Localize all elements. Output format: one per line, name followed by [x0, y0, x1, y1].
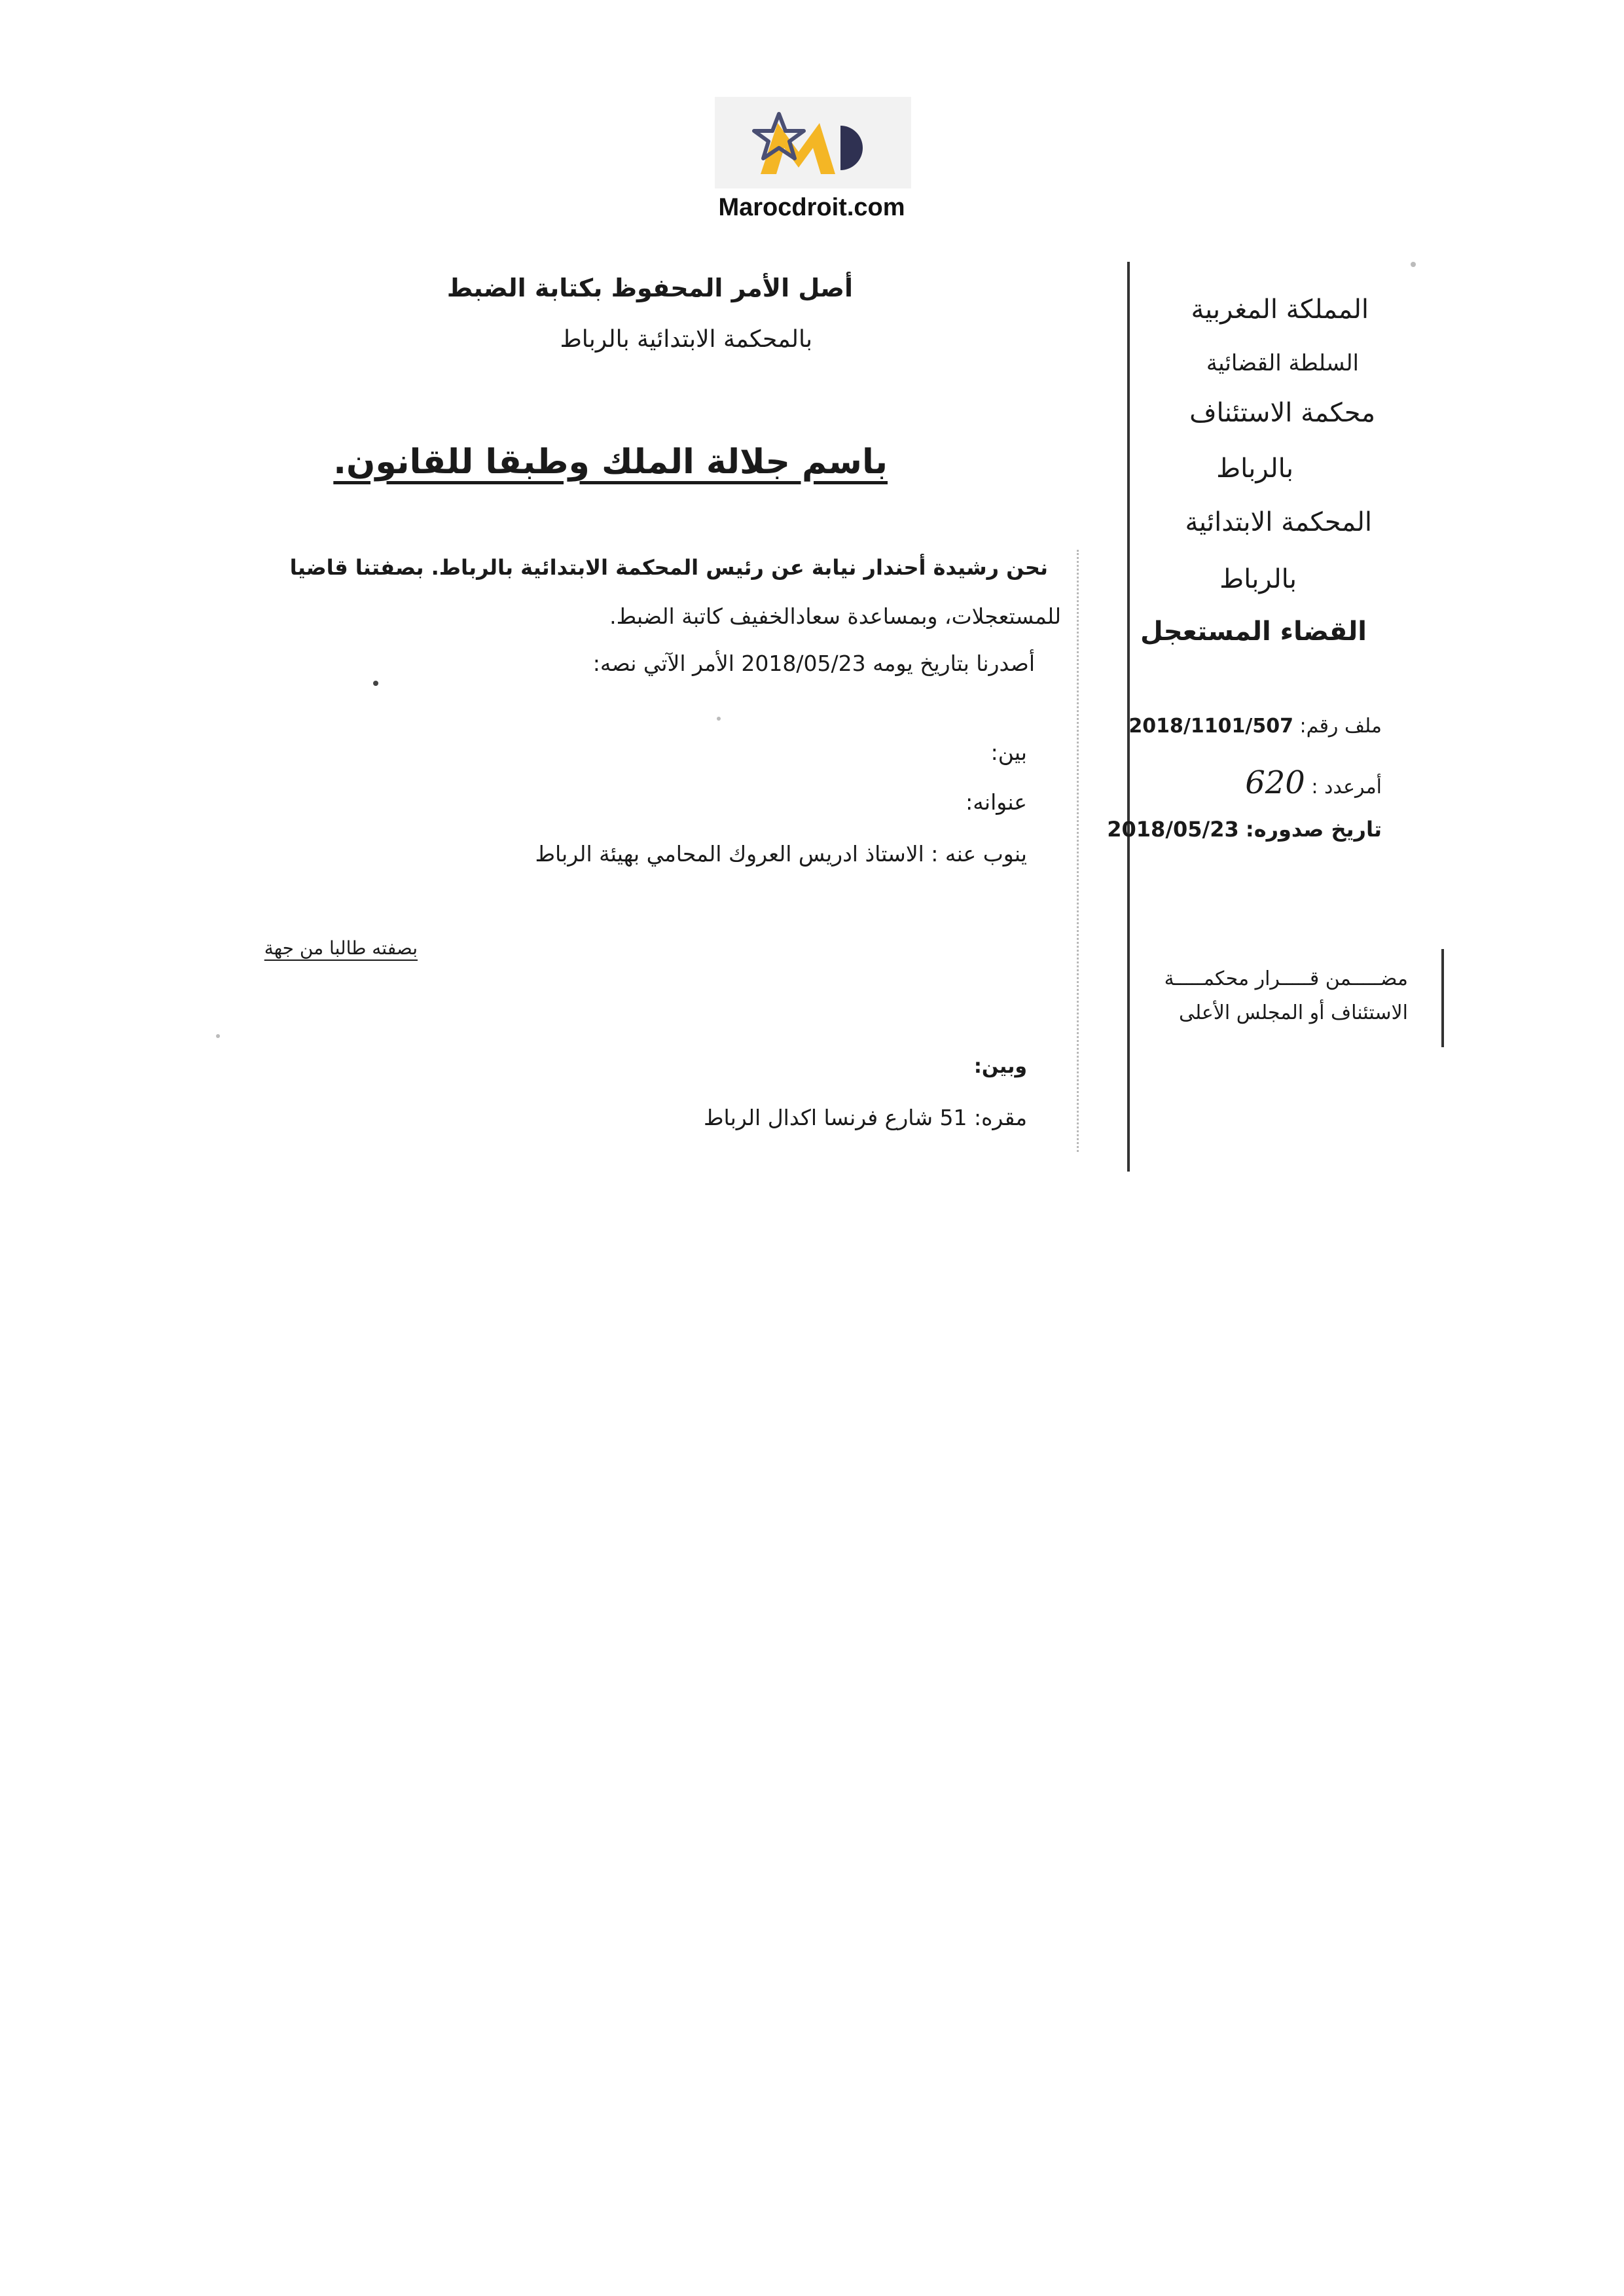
between-label: بين: — [990, 740, 1027, 765]
order-number-label: أمرعدد : — [1311, 776, 1382, 798]
address-label: عنوانه: — [965, 789, 1027, 815]
scan-speck — [216, 1034, 220, 1038]
original-order-header-line1: أصل الأمر المحفوظ بكتابة الضبط — [446, 274, 853, 302]
document-title: باسم جلالة الملك وطبقا للقانون. — [333, 442, 888, 482]
issue-date-value: 2018/05/23 — [1107, 817, 1239, 842]
file-number-label: ملف رقم: — [1299, 715, 1382, 738]
issue-date-label: تاريخ صدوره: — [1245, 817, 1382, 842]
issue-date-row — [1107, 817, 1382, 842]
urgent-judiciary-label: القضاء المستعجل — [1140, 617, 1367, 647]
first-instance-label: المحكمة الابتدائية — [1185, 507, 1372, 537]
intro-line-3: أصدرنا بتاريخ يومه 2018/05/23 الأمر الآتي نصه: — [592, 651, 1035, 676]
file-number-value: 2018/1101/507 — [1128, 715, 1293, 738]
scan-speck — [717, 717, 721, 721]
original-order-header-line2: بالمحكمة الابتدائية بالرباط — [560, 326, 812, 353]
ruling-note-box — [1127, 949, 1444, 1047]
order-number-row — [1245, 764, 1382, 801]
file-number-row — [1128, 715, 1382, 738]
intro-line-2: للمستعجلات، وبمساعدة سعادالخفيف كاتبة الضبط. — [609, 603, 1061, 629]
ruling-note-line1: مضـــــمن قـــــرار محكمـــــة — [1164, 967, 1408, 990]
site-name: Marocdroit.com — [718, 194, 905, 221]
star-m-d-logo-icon — [715, 97, 911, 188]
scan-speck — [1411, 262, 1416, 267]
dotted-margin-line — [1077, 550, 1081, 1152]
ruling-note-line2: الاستئناف أو المجلس الأعلى — [1178, 1001, 1408, 1024]
appeal-court-label: محكمة الاستئناف — [1189, 398, 1375, 428]
intro-line-1: نحن رشيدة أحندار نيابة عن رئيس المحكمة الابتدائية بالرباط. بصفتنا قاضيا — [289, 555, 1048, 580]
headquarters-line: مقره: 51 شارع فرنسا اكدال الرباط — [704, 1105, 1027, 1130]
site-logo — [715, 97, 911, 188]
represented-by-line: ينوب عنه : الاستاذ ادريس العروك المحامي بهيئة الرباط — [535, 841, 1027, 867]
appeal-city-label: بالرباط — [1216, 454, 1293, 484]
and-between-label: وبين: — [973, 1055, 1027, 1078]
judicial-authority-label: السلطة القضائية — [1206, 350, 1359, 376]
first-instance-city-label: بالرباط — [1219, 564, 1297, 594]
order-number-value: 620 — [1245, 764, 1305, 801]
scan-speck — [373, 681, 378, 686]
as-applicant-label: بصفته طالبا من جهة — [264, 937, 418, 959]
kingdom-label: المملكة المغربية — [1191, 295, 1369, 325]
